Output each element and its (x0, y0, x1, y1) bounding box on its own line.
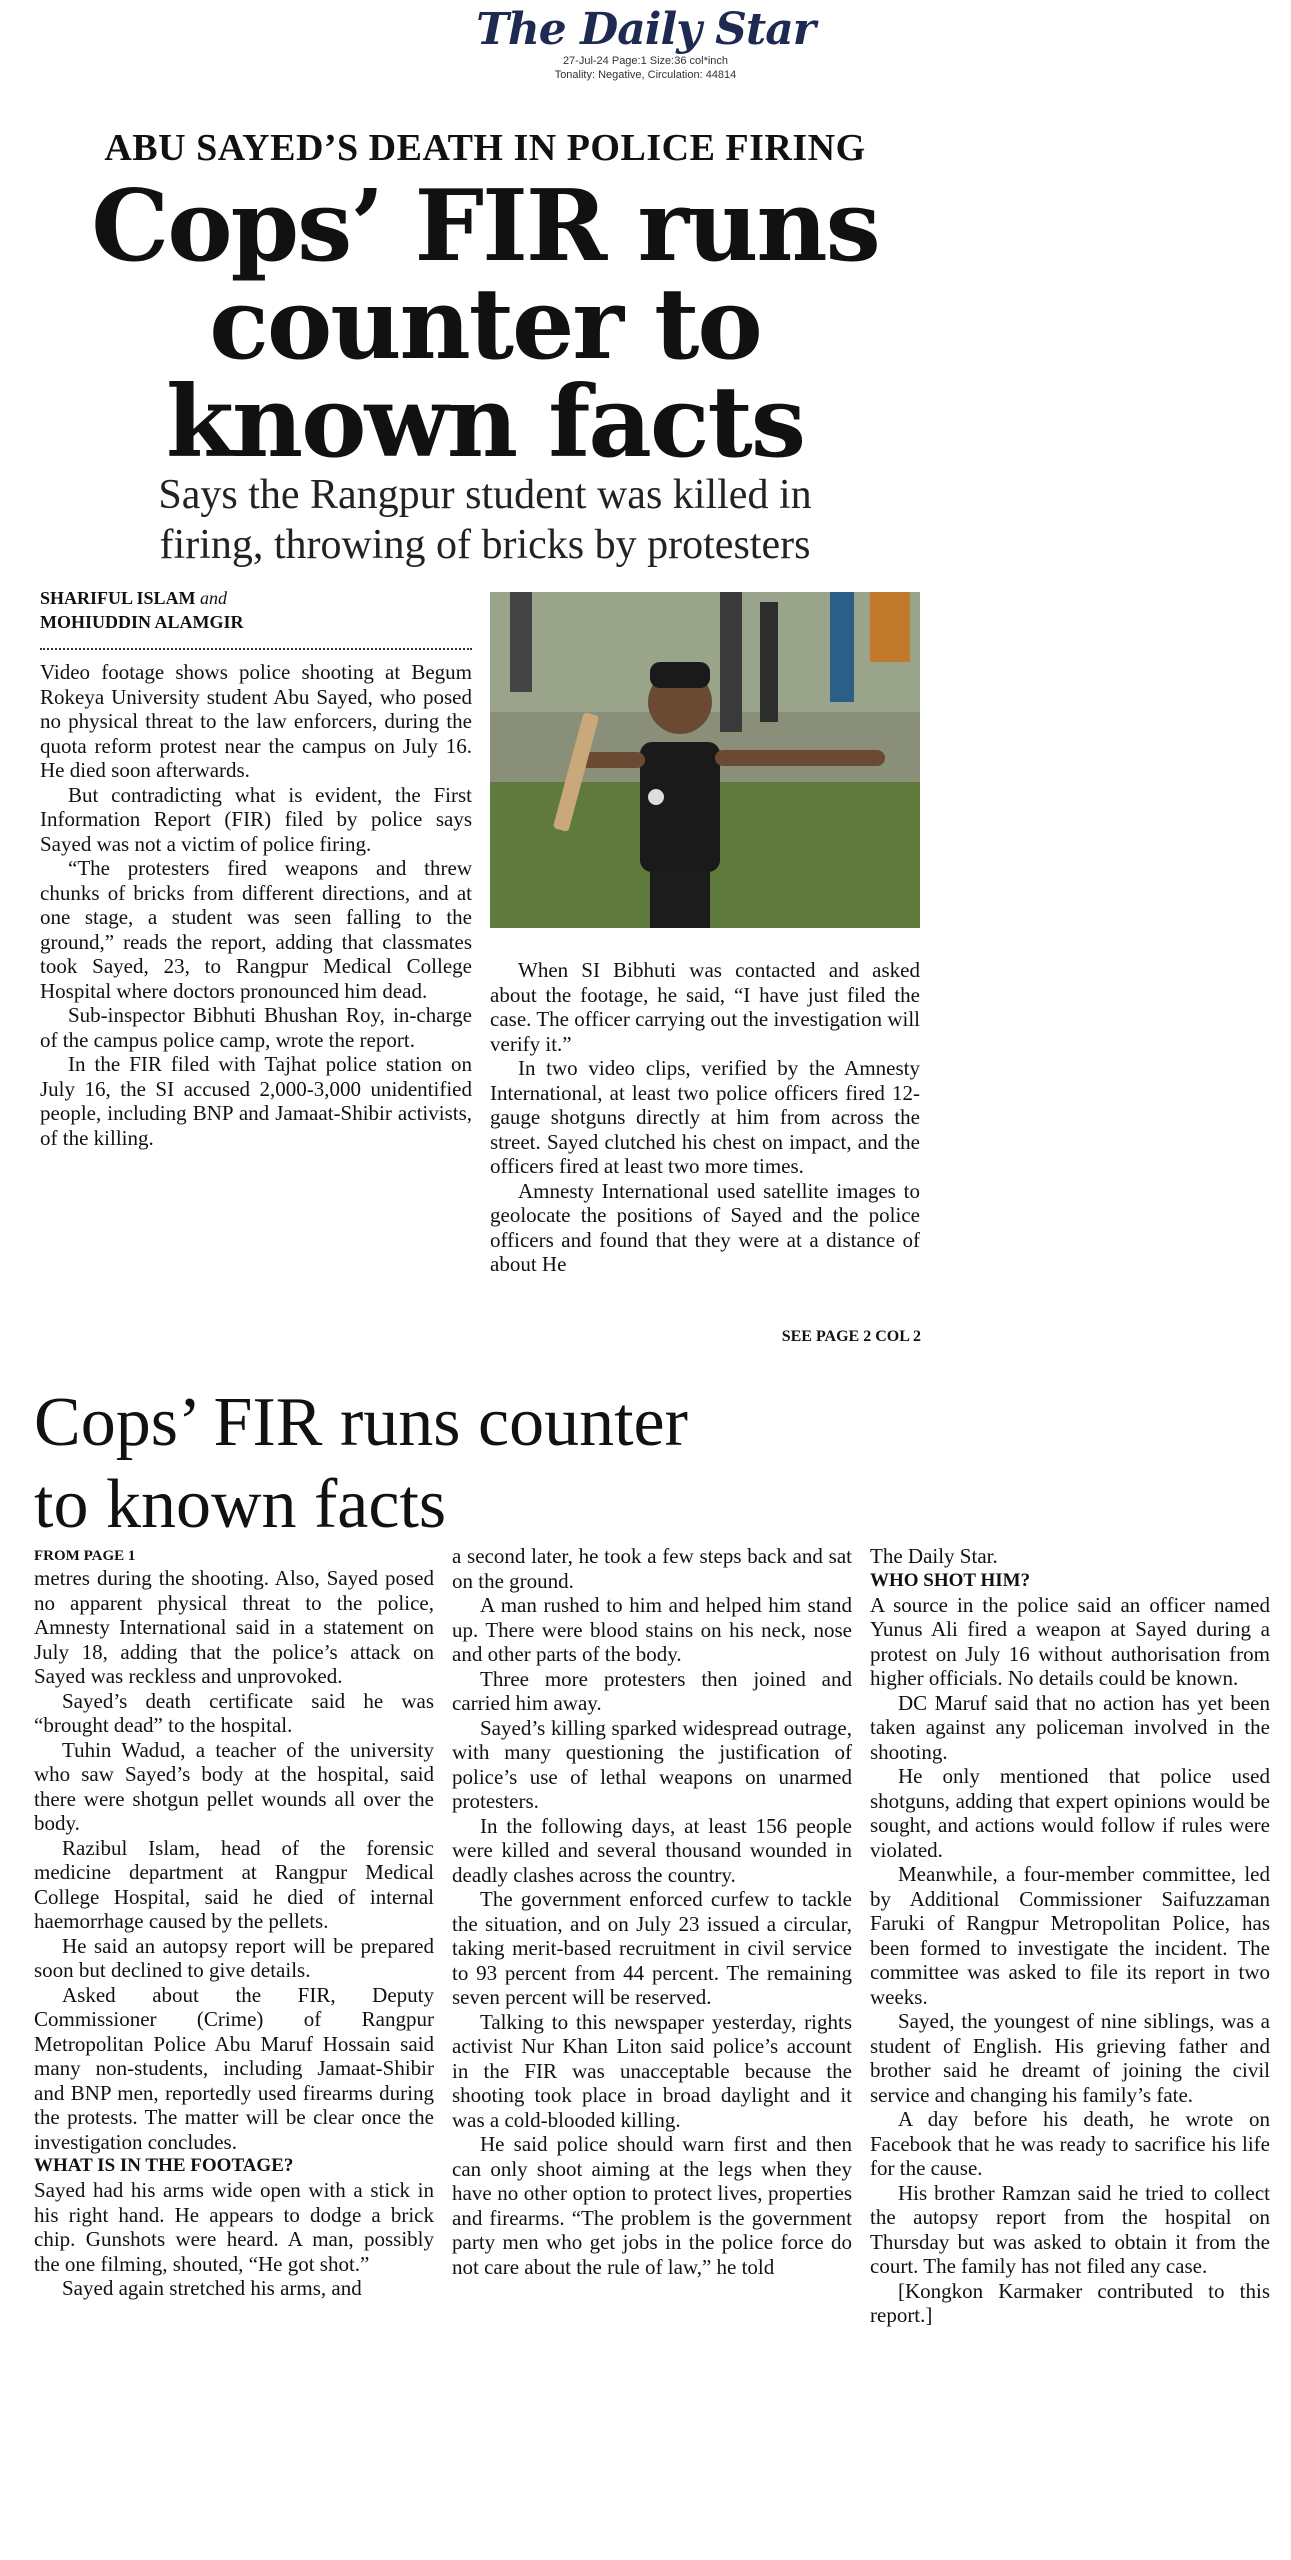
article-paragraph: Three more protesters then joined and carried him away. (452, 1666, 852, 1715)
article-paragraph: He said an autopsy report will be prepared soon but declined to give details. (34, 1933, 434, 1982)
section-subhead: WHO SHOT HIM? (870, 1569, 1031, 1591)
article-paragraph: [Kongkon Karmaker contributed to this report.] (870, 2278, 1270, 2327)
article-paragraph: A day before his death, he wrote on Facebook that he was ready to sacrifice his life for the cause. (870, 2107, 1270, 2180)
article-paragraph: The Daily Star. (870, 1544, 998, 1568)
jump-headline (34, 1382, 688, 1546)
article-paragraph: Tuhin Wadud, a teacher of the university who saw Sayed’s body at the hospital, said there were shotgun pellet wounds all over the body. (34, 1737, 434, 1835)
jump-column-3 (870, 1544, 1270, 2328)
article-paragraph: In two video clips, verified by the Amnesty International, at least two police officers fired 12-gauge shotguns directly at him from across the street. Sayed clutched his chest on impact, and the officers fired at least two more times. (490, 1056, 920, 1178)
article-paragraph: His brother Ramzan said he tried to collect the autopsy report from the hospital on Thursday but was asked to obtain it from the court. The family has not filed any case. (870, 2180, 1270, 2278)
byline-and: and (200, 588, 228, 608)
see-page-jump: SEE PAGE 2 COL 2 (781, 1328, 921, 1345)
article-paragraph: Sayed, the youngest of nine siblings, was a student of English. His grieving father and brother said he dreamt of joining the civil service and changing his family’s fate. (870, 2009, 1270, 2107)
byline-line-1 (40, 586, 244, 610)
article-paragraph: a second later, he took a few steps back and sat on the ground. (452, 1544, 852, 1593)
article-paragraph: Asked about the FIR, Deputy Commissioner (Crime) of Rangpur Metropolitan Police Abu Maruf Hossain said many non-students, including Jamaat-Shibir and BNP men, reportedly used firearms during the protests. The matter will be clear once the investigation concludes. (34, 1982, 434, 2154)
article-paragraph: Sayed had his arms wide open with a stick in his right hand. He appears to dodge a brick chip. Gunshots were heard. A man, possibly the one filming, shouted, “He got shot.” (34, 2178, 434, 2276)
article-paragraph: When SI Bibhuti was contacted and asked about the footage, he said, “I have just filed the case. The officer carrying out the investigation will verify it.” (490, 958, 920, 1056)
newspaper-logo: The Daily Star (476, 4, 815, 55)
article-paragraph: Sayed’s killing sparked widespread outrage, with many questioning the justification of police’s use of lethal weapons on unarmed protesters. (452, 1715, 852, 1813)
article-paragraph: “The protesters fired weapons and threw chunks of bricks from different directions, and at one stage, a student was seen falling to the ground,” reads the report, adding that classmates took Sayed, 23, to Rangpur Medical College Hospital where doctors pronounced him dead. (40, 856, 472, 1003)
author-name: MOHIUDDIN ALAMGIR (40, 612, 244, 632)
article-paragraph: Razibul Islam, head of the forensic medicine department at Rangpur Medical College Hospital, said he died of internal haemorrhage caused by the pellets. (34, 1835, 434, 1933)
article-paragraph: Meanwhile, a four-member committee, led by Additional Commissioner Saifuzzaman Faruki of Rangpur Metropolitan Police, has been formed to investigate the incident. The committee was asked to file its report in two weeks. (870, 1862, 1270, 2009)
protester-photo-illustration (490, 592, 920, 928)
article-paragraph: A source in the police said an officer named Yunus Ali fired a weapon at Sayed during a protest on July 16 without authorisation from higher officials. No details could be known. (870, 1592, 1270, 1690)
news-photo (490, 592, 920, 928)
article-paragraph: The government enforced curfew to tackle the situation, and on July 23 issued a circular, taking merit-based recruitment in civil service to 93 percent from 44 percent. The remaining seven percent will be reserved. (452, 1887, 852, 2009)
byline (40, 586, 244, 634)
subhead-line: firing, throwing of bricks by protesters (159, 522, 811, 568)
section-subhead: WHAT IS IN THE FOOTAGE? (34, 2155, 294, 2176)
article-paragraph: Amnesty International used satellite images to geolocate the positions of Sayed and the police officers and found that they were at a distance of about He (490, 1178, 920, 1276)
clipping-meta-line-2: Tonality: Negative, Circulation: 44814 (554, 69, 737, 81)
article-paragraph: Sub-inspector Bibhuti Bhushan Roy, in-charge of the campus police camp, wrote the report. (40, 1003, 472, 1052)
from-page-label: FROM PAGE 1 (34, 1548, 136, 1564)
byline-divider (40, 648, 472, 650)
article-paragraph: Sayed’s death certificate said he was “brought dead” to the hospital. (34, 1688, 434, 1737)
article-paragraph: Video footage shows police shooting at Begum Rokeya University student Abu Sayed, who posed no physical threat to the law enforcers, during the quota reform protest near the campus on July 16. He died soon afterwards. (40, 660, 472, 782)
article-paragraph: Talking to this newspaper yesterday, rights activist Nur Khan Liton said police’s account in the FIR was unacceptable because the shooting took place in broad daylight and it was a cold-blooded killing. (452, 2009, 852, 2132)
headline (0, 169, 970, 480)
article-paragraph: But contradicting what is evident, the First Information Report (FIR) filed by police says Sayed was not a victim of police firing. (40, 782, 472, 856)
jump-headline-line: to known facts (34, 1466, 447, 1543)
subhead-line: Says the Rangpur student was killed in (158, 472, 812, 518)
article-paragraph: He only mentioned that police used shotguns, adding that expert opinions would be sought, and actions would follow if rules were violated. (870, 1764, 1270, 1862)
headline-line: known facts (165, 365, 805, 480)
article-paragraph: In the following days, at least 156 people were killed and several thousand wounded in deadly clashes across the country. (452, 1813, 852, 1887)
article-paragraph: metres during the shooting. Also, Sayed posed no apparent physical threat to the police, Amnesty International said in a statement on July 18, adding that the police’s attack on Sayed was reckless and unprovoked. (34, 1566, 434, 1688)
author-name: SHARIFUL ISLAM (40, 588, 196, 608)
article-paragraph: He said police should warn first and then can only shoot aiming at the legs when they have no other option to protect lives, properties and firearms. “The problem is the government party men who get jobs in the police force do not care about the rule of law,” he told (452, 2132, 852, 2279)
headline-line: counter to (209, 267, 761, 382)
jump-column-1 (34, 1566, 434, 2301)
article-paragraph: DC Maruf said that no action has yet been taken against any policeman involved in the shooting. (870, 1690, 1270, 1764)
front-column-1 (40, 660, 472, 1150)
jump-column-2 (452, 1544, 852, 2279)
headline-line: Cops’ FIR runs (91, 169, 879, 284)
article-paragraph: A man rushed to him and helped him stand up. There were blood stains on his neck, nose and other parts of the body. (452, 1593, 852, 1666)
front-column-2 (490, 958, 920, 1277)
article-paragraph: Sayed again stretched his arms, and (62, 2276, 362, 2300)
kicker: ABU SAYED’S DEATH IN POLICE FIRING (104, 127, 866, 169)
subhead (0, 470, 970, 570)
article-paragraph: In the FIR filed with Tajhat police station on July 16, the SI accused 2,000-3,000 unidentified people, including BNP and Jamaat-Shibir activists, of the killing. (40, 1052, 472, 1150)
jump-headline-line: Cops’ FIR runs counter (34, 1384, 688, 1461)
clipping-meta-line-1: 27-Jul-24 Page:1 Size:36 col*inch (562, 55, 729, 67)
